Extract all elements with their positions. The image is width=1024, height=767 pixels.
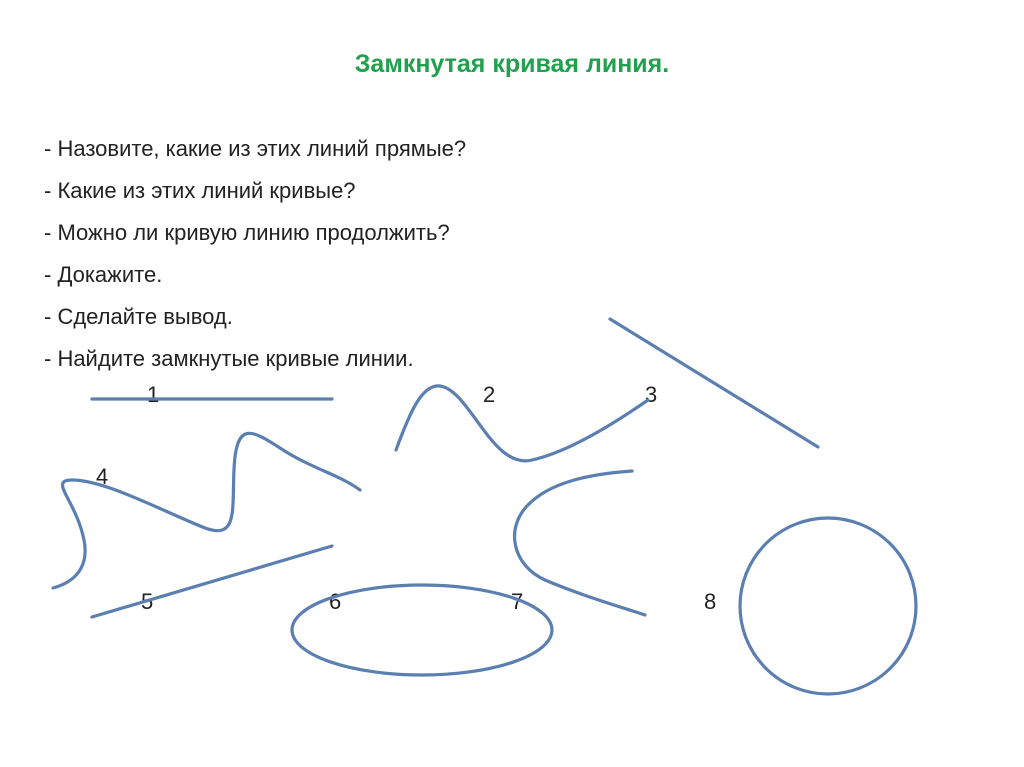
figure-6-closed-curve	[292, 585, 552, 675]
figure-label-3: 3	[645, 382, 658, 407]
figure-label-2: 2	[483, 382, 496, 407]
figure-2-open-curve	[396, 382, 648, 461]
figure-3-straight-line	[610, 319, 818, 447]
question-item: - Найдите замкнутые кривые линии.	[44, 346, 414, 371]
figure-label-4: 4	[96, 464, 109, 489]
question-item: - Какие из этих линий кривые?	[44, 178, 356, 203]
question-item: - Можно ли кривую линию продолжить?	[44, 220, 450, 245]
figure-5-straight-line	[92, 546, 332, 617]
figure-label-5: 5	[141, 589, 154, 614]
figure-4-open-curve	[53, 433, 360, 588]
question-item: - Назовите, какие из этих линий прямые?	[44, 136, 467, 161]
figure-7-open-curve	[515, 471, 645, 615]
figure-label-6: 6	[329, 589, 342, 614]
figure-label-1: 1	[147, 382, 160, 407]
question-item: - Докажите.	[44, 262, 163, 287]
figure-8-closed-curve	[740, 518, 916, 694]
figure-label-7: 7	[511, 589, 524, 614]
question-item: - Сделайте вывод.	[44, 304, 233, 329]
slide-title: Замкнутая кривая линия.	[354, 50, 670, 78]
figure-label-8: 8	[704, 589, 717, 614]
